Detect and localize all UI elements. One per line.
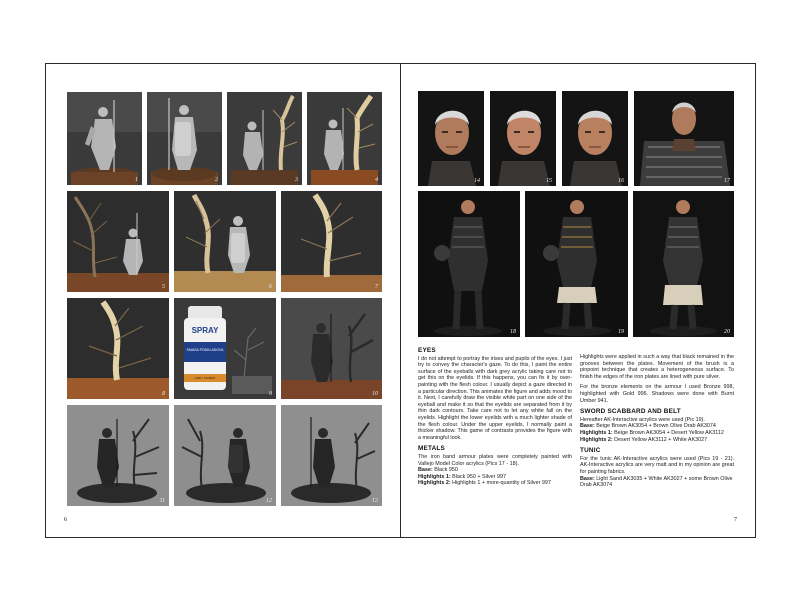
spray-can-label: SPRAY xyxy=(191,326,219,335)
photo-spray-primer-9 xyxy=(174,298,276,399)
photo-primed-diorama-10 xyxy=(281,298,382,399)
photo-head-closeup-14a xyxy=(418,91,484,186)
primed-figure-illustration xyxy=(67,92,142,185)
painted-bust-illustration xyxy=(634,91,734,186)
black-primed-figure-illustration xyxy=(67,405,169,506)
photo-number: 6 xyxy=(269,284,272,290)
article-column-2 xyxy=(580,354,734,489)
tree-base-illustration xyxy=(174,191,276,292)
photo-number: 12 xyxy=(372,498,378,504)
section-heading-tunic: TUNIC xyxy=(580,447,601,455)
primed-figure-illustration xyxy=(147,92,222,185)
photo-bust-armour-17 xyxy=(634,91,734,186)
tunic-paragraph: For the tunic AK-Interactive acrylics were used (Pics 19 - 21). AK-Interactive acrylics are very matt and in my opinion are great for painting fabrics. xyxy=(580,455,734,475)
painted-head-illustration xyxy=(490,91,556,186)
metals-base-line: Base: Black 950 xyxy=(418,467,458,474)
painted-figure-illustration xyxy=(525,191,628,337)
photo-primed-figure-1 xyxy=(67,92,142,185)
section-heading-eyes: EYES xyxy=(418,347,436,354)
metals-highlights-paragraph: Highlights were applied in such a way that black remained in the grooves between the plates. Movement of the brush is a pinpoint technique that creates a heterogeneous surface. To finish the edges of the iron plates are lined with pure silver. xyxy=(580,354,734,380)
right-page xyxy=(401,64,755,537)
sword-base-line: Base: Beige Brown AK3054 + Brown Olive Drab AK3074 xyxy=(580,423,716,430)
painted-head-illustration xyxy=(562,91,628,186)
photo-number: 9 xyxy=(269,391,272,397)
photo-primed-figure-11 xyxy=(67,405,169,506)
page-number: 7 xyxy=(734,517,737,523)
photo-number: 4 xyxy=(375,177,378,183)
black-primed-figure-illustration xyxy=(174,405,276,506)
metals-highlights-1-line: Highlights 1: Black 950 + Silver 997 xyxy=(418,473,506,480)
figure-with-tree-illustration xyxy=(227,92,302,185)
photo-tree-base-7 xyxy=(281,191,382,292)
metals-paragraph: The iron band armour plates were completely painted with Vallejo Model Color acrylics (Pics 17 - 18). xyxy=(418,453,572,467)
photo-painted-figure-19 xyxy=(525,191,628,337)
magazine-spread xyxy=(45,63,756,538)
article-column-1 xyxy=(418,347,572,487)
sword-intro-line: Hereafter AK-Interactive acrylics were used (Pic 19). xyxy=(580,416,705,423)
photo-head-closeup-15 xyxy=(490,91,556,186)
photo-painted-figure-18 xyxy=(418,191,520,337)
photo-painted-figure-20 xyxy=(633,191,734,337)
photo-tree-base-6 xyxy=(174,191,276,292)
photo-number: 8 xyxy=(162,391,165,397)
photo-head-closeup-16 xyxy=(562,91,628,186)
section-heading-sword-scabbard: SWORD SCABBARD AND BELT xyxy=(580,408,681,416)
photo-number: 3 xyxy=(295,177,298,183)
tree-base-illustration xyxy=(67,191,169,292)
photo-number: 19 xyxy=(618,329,624,335)
black-primed-figure-illustration xyxy=(281,405,382,506)
tree-base-illustration xyxy=(67,298,169,399)
photo-primed-figure-12a xyxy=(174,405,276,506)
photo-number: 12 xyxy=(266,498,272,504)
section-heading-metals: METALS xyxy=(418,445,445,453)
photo-number: 20 xyxy=(724,329,730,335)
tunic-base-line: Base: Light Sand AK3035 + White AK3027 + some Brown Olive Drab AK3074 xyxy=(580,475,733,489)
photo-primed-figure-3 xyxy=(227,92,302,185)
painted-figure-illustration xyxy=(633,191,734,337)
photo-number: 15 xyxy=(546,178,552,184)
photo-primed-figure-4 xyxy=(307,92,382,185)
left-page xyxy=(46,64,400,537)
photo-number: 17 xyxy=(724,178,730,184)
sword-highlights-1-line: Highlights 1: Beige Brown AK3054 + Desert Yellow AK3112 xyxy=(580,429,724,436)
spray-can-bottom-label: GREY PRIMER xyxy=(194,376,216,380)
sword-highlights-2-line: Highlights 2: Desert Yellow AK3112 + White AK3027 xyxy=(580,436,708,443)
photo-number: 18 xyxy=(510,329,516,335)
photo-number: 1 xyxy=(135,177,138,183)
photo-tree-base-8 xyxy=(67,298,169,399)
painted-figure-illustration xyxy=(418,191,520,337)
dark-primed-diorama-illustration xyxy=(281,298,382,399)
figure-with-tree-illustration xyxy=(307,92,382,185)
photo-number: 11 xyxy=(159,498,165,504)
page-number: 6 xyxy=(64,517,67,523)
photo-tree-base-5 xyxy=(67,191,169,292)
photo-number: 10 xyxy=(372,391,378,397)
bronze-paragraph: For the bronze elements on the armour I used Bronze 998, highlighted with Gold 996. Shadows were done with Burnt Umber 941. xyxy=(580,384,734,404)
spray-can-subtitle: SMASA PODKLADOVA xyxy=(186,348,224,352)
painted-head-illustration xyxy=(418,91,484,186)
tree-closeup-illustration xyxy=(281,191,382,292)
photo-number: 16 xyxy=(618,178,624,184)
eyes-paragraph: I do not attempt to portray the irises and pupils of the eyes. I just try to convey the character's gaze. To do this, I paint the entire surface of the eyeballs with dark grey acrylic taking care not to get this on the eyelids. If this happens, you can fix it by over-painting with the flesh colour. I usually depict a gaze directed in a particular direction. This animates the figure and adds mood to it. Next, I carefully draw the visible white part on one side of the eyeball and make it so that the eyelids are separated from it by thin dark contours. Take care not to let any white fall on the eyelids. Highlight the lower eyelids with a much lighter shade of the flesh colour. Under the upper eyelids, I normally paint a thicker shadow. This game of contrasts provides the figure with a meaningful look. xyxy=(418,355,572,441)
photo-primed-figure-12b xyxy=(281,405,382,506)
photo-number: 5 xyxy=(162,284,165,290)
photo-number: 7 xyxy=(375,284,378,290)
metals-highlights-2-line: Highlights 2: Highlights 1 + more-quantity of Silver 997 xyxy=(418,480,551,487)
photo-primed-figure-2 xyxy=(147,92,222,185)
photo-number: 2 xyxy=(215,177,218,183)
photo-number: 14 xyxy=(474,178,480,184)
